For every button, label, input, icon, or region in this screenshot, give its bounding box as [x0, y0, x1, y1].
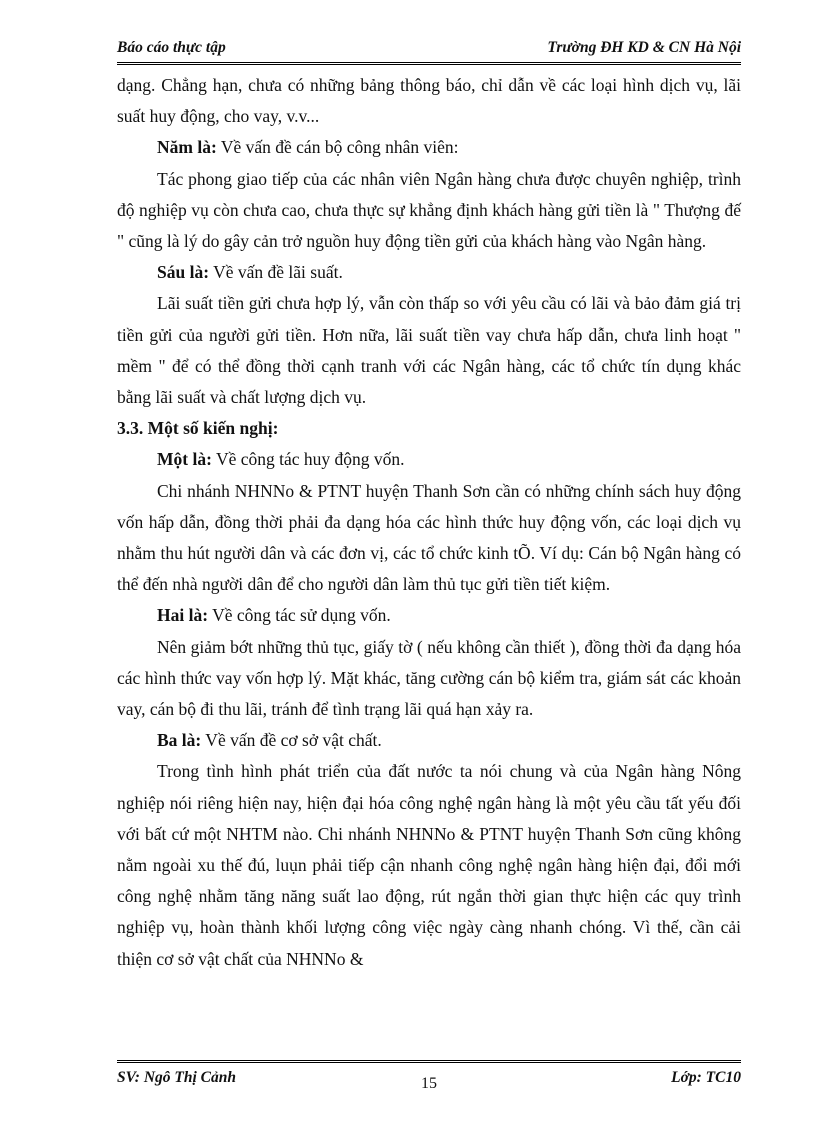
item-label: Sáu là: — [157, 262, 210, 283]
list-item-sau-la — [117, 257, 741, 288]
item-label: Ba là: — [157, 730, 202, 751]
page-footer — [117, 1060, 741, 1093]
paragraph: Chi nhánh NHNNo & PTNT huyện Thanh Sơn cần có những chính sách huy động vốn hấp dẫn, đồng thời phải đa dạng hóa các hình thức huy động vốn, các loại dịch vụ nhằm thu hút người dân và các đơn vị, các tổ chức kinh tÕ. Ví dụ: Cán bộ Ngân hàng có thể đến nhà người dân để cho người dân làm thủ tục gửi tiền tiết kiệm. — [117, 480, 741, 595]
list-item-mot-la — [117, 444, 741, 475]
paragraph: Trong tình hình phát triển của đất nước ta nói chung và của Ngân hàng Nông nghiệp nói riêng hiện nay, hiện đại hóa công nghệ ngân hàng là một yêu cầu tất yếu đối với bất cứ một NHTM nào. Chi nhánh NHNNo & PTNT huyện Thanh Sơn cũng không nằm ngoài xu thế đú, luụn phải tiếp cận nhanh công nghệ ngân hàng hiện đại, đổi mới công nghệ nhằm tăng năng suất lao động, rút ngắn thời gian thực hiện các quy trình nghiệp vụ, hoàn thành khối lượng công việc ngày càng nhanh chóng. Vì thế, cần cải thiện cơ sở vật chất của NHNNo & — [117, 761, 741, 969]
paragraph: Nên giảm bớt những thủ tục, giấy tờ ( nếu không cần thiết ), đồng thời đa dạng hóa các hình thức vay vốn hợp lý. Mặt khác, tăng cường cán bộ kiểm tra, giám sát các khoản vay, cán bộ đi thu lãi, tránh để tình trạng lãi quá hạn xảy ra. — [117, 636, 741, 720]
list-item-ba-la — [117, 725, 741, 756]
list-item-nam-la — [117, 132, 741, 163]
list-item-hai-la — [117, 600, 741, 631]
item-text: Về công tác sử dụng vốn. — [208, 605, 391, 626]
item-text: Về công tác huy động vốn. — [211, 449, 405, 470]
header-report-title: Báo cáo thực tập — [117, 39, 226, 56]
page-body — [117, 70, 741, 975]
section-heading: 3.3. Một số kiến nghị: — [117, 418, 279, 439]
item-text: Về vấn đề cơ sở vật chất. — [201, 730, 382, 751]
page-number: 15 — [421, 1075, 437, 1092]
page-header — [117, 36, 741, 65]
header-school-name: Trường ĐH KD & CN Hà Nội — [547, 39, 741, 56]
footer-student-name: SV: Ngô Thị Cảnh — [117, 1069, 237, 1086]
footer-class: Lớp: TC10 — [671, 1069, 741, 1086]
paragraph: dạng. Chẳng hạn, chưa có những bảng thông báo, chỉ dẫn về các loại hình dịch vụ, lãi suất huy động, cho vay, v.v... — [117, 75, 741, 127]
item-label: Năm là: — [157, 137, 217, 158]
item-label: Hai là: — [157, 605, 209, 626]
paragraph: Lãi suất tiền gửi chưa hợp lý, vẫn còn thấp so với yêu cầu có lãi và bảo đảm giá trị tiền gửi của người gửi tiền. Hơn nữa, lãi suất tiền vay chưa hấp dẫn, chưa linh hoạt " mềm " để có thể đồng thời cạnh tranh với các Ngân hàng, các tổ chức tín dụng khác bằng lãi suất và chất lượng dịch vụ. — [117, 293, 741, 408]
item-text: Về vấn đề lãi suất. — [209, 262, 343, 283]
item-text: Về vấn đề cán bộ công nhân viên: — [216, 137, 459, 158]
item-label: Một là: — [157, 449, 212, 470]
paragraph: Tác phong giao tiếp của các nhân viên Ngân hàng chưa được chuyên nghiệp, trình độ nghiệp vụ còn chưa cao, chưa thực sự khẳng định khách hàng gửi tiền là " Thượng đế " cũng là lý do gây cản trở nguồn huy động tiền gửi của khách hàng vào Ngân hàng. — [117, 168, 741, 252]
